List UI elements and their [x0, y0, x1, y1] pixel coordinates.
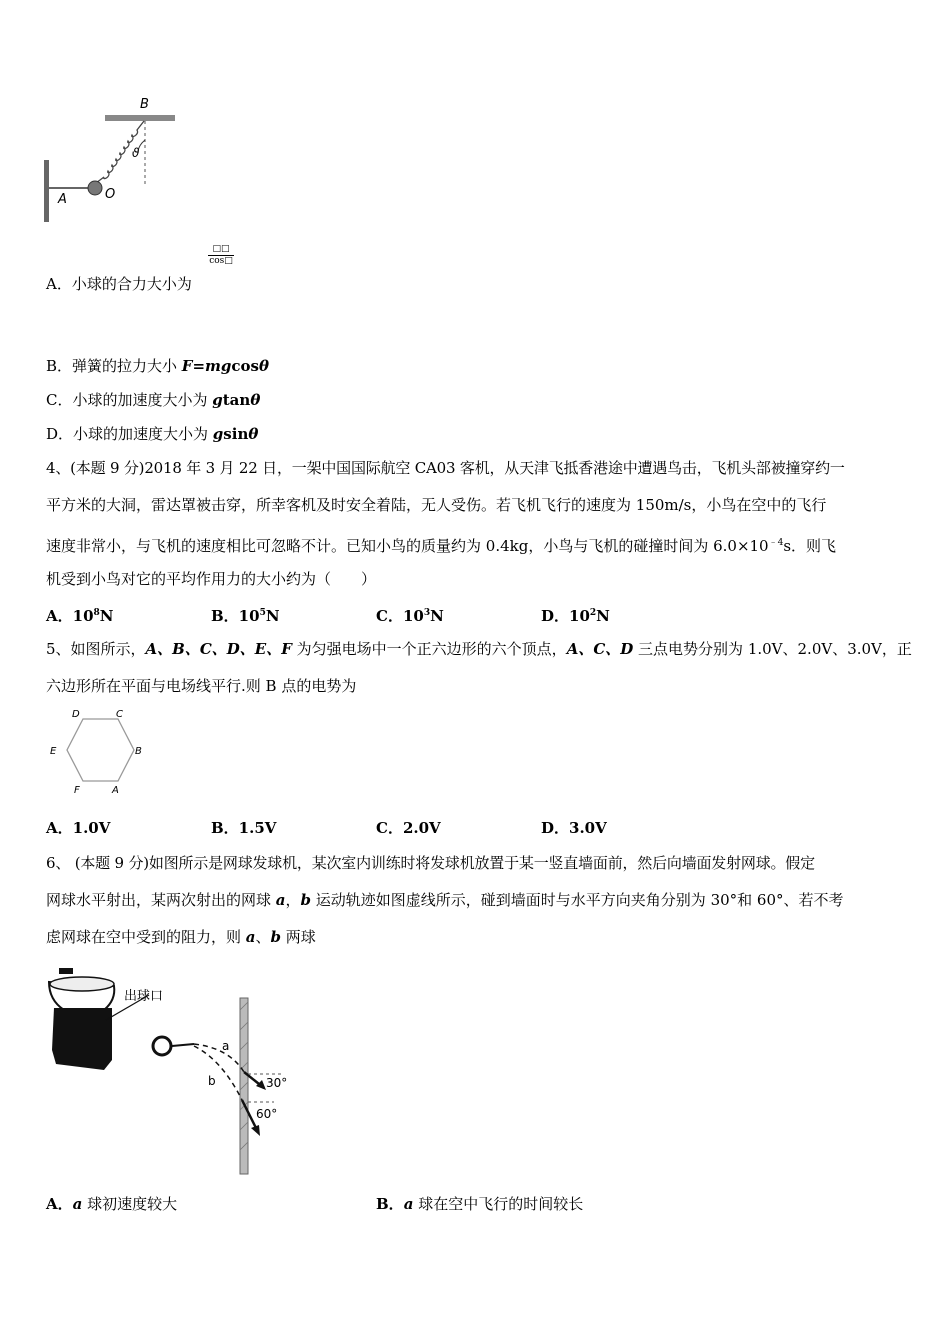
vertex-b: B — [135, 746, 142, 757]
traj-label-b: b — [208, 1074, 216, 1088]
trajectory-b — [194, 1046, 242, 1100]
q6-text-line2: 网球水平射出，某两次射出的网球 a，b 运动轨迹如图虚线所示，碰到墙面时与水平方向夹角分别为 30°和 60°、若不考 — [46, 891, 844, 909]
vertex-d: D — [72, 709, 80, 720]
q6-text-line1: 6、 (本题 9 分)如图所示是网球发球机，某次室内训练时将发球机放置于某一竖直墙面前，然后向墙面发射网球。假定 — [46, 854, 815, 872]
tennis-launcher-figure — [44, 960, 304, 1180]
hexagon-figure — [46, 705, 151, 800]
q4-option-b: B．$10^5N$ — [211, 607, 280, 625]
ball-o — [88, 181, 102, 195]
q6-option-b: B．a 球在空中飞行的时间较长 — [376, 1195, 584, 1213]
q4-option-c: C．$10^3N$ — [376, 607, 444, 625]
hexagon — [67, 719, 134, 781]
q3-option-b: B．弹簧的拉力大小 F=mgcosθ — [46, 357, 269, 375]
q4-text-line2: 平方米的大洞，雷达罩被击穿，所幸客机及时安全着陆，无人受伤。若飞机飞行的速度为 150m/s，小鸟在空中的飞行 — [46, 496, 827, 514]
q3-option-d: D．小球的加速度大小为 gsinθ — [46, 425, 259, 443]
q6-text-line3: 虑网球在空中受到的阻力，则 a、b 两球 — [46, 928, 316, 946]
q3-option-c: C．小球的加速度大小为 gtanθ — [46, 391, 261, 409]
traj-label-a: a — [222, 1039, 230, 1053]
ceiling-b — [105, 115, 175, 121]
spring-ball-figure — [40, 95, 185, 225]
fraction-denominator: cos□ — [209, 256, 233, 266]
angle-30: 30° — [266, 1076, 288, 1090]
q4-text-line3: 速度非常小，与飞机的速度相比可忽略不计。已知小鸟的质量约为 0.4kg，小鸟与飞机的碰撞时间为 $6.0\times 10^{﹣4}s$．则飞 — [46, 537, 837, 555]
q5-option-b: B．1.5V — [211, 819, 277, 837]
formula-fraction — [208, 244, 234, 267]
launcher-body — [52, 1008, 112, 1070]
vertex-a: A — [112, 785, 119, 796]
q4-option-d: D．$10^2N$ — [541, 607, 610, 625]
vertex-c: C — [116, 709, 123, 720]
q5-text-line2: 六边形所在平面与电场线平行.则 B 点的电势为 — [46, 677, 357, 695]
vertex-f: F — [74, 785, 80, 796]
q5-text-line1: 5、如图所示，A、B、C、D、E、F 为匀强电场中一个正六边形的六个顶点，A、C、D 三点电势分别为 1.0V、2.0V、3.0V，正 — [46, 640, 912, 658]
q4-text-line4: 机受到小鸟对它的平均作用力的大小约为（ ） — [46, 570, 377, 588]
q5-option-d: D．3.0V — [541, 819, 607, 837]
trajectory-a — [194, 1044, 244, 1072]
q4-option-a: A．$10^8N$ — [46, 607, 114, 625]
q6-option-a: A．a 球初速度较大 — [46, 1195, 178, 1213]
label-theta: ϑ — [132, 146, 140, 160]
tennis-ball — [153, 1037, 171, 1055]
angle-60: 60° — [256, 1107, 278, 1121]
q5-option-c: C．2.0V — [376, 819, 441, 837]
q4-text-line1: 4、(本题 9 分)2018 年 3 月 22 日，一架中国国际航空 CA03 客机，从天津飞抵香港途中遭遇鸟击，飞机头部被撞穿约一 — [46, 459, 845, 477]
label-o: O — [105, 187, 116, 202]
vertex-e: E — [50, 746, 57, 757]
label-a: A — [58, 192, 67, 207]
q5-option-a: A．1.0V — [46, 819, 111, 837]
label-b: B — [140, 97, 149, 112]
outlet-label: 出球口 — [124, 989, 164, 1004]
q3-option-a: A．小球的合力大小为 — [46, 275, 192, 293]
fraction-numerator: □□ — [208, 244, 234, 256]
wall-a — [44, 160, 49, 222]
